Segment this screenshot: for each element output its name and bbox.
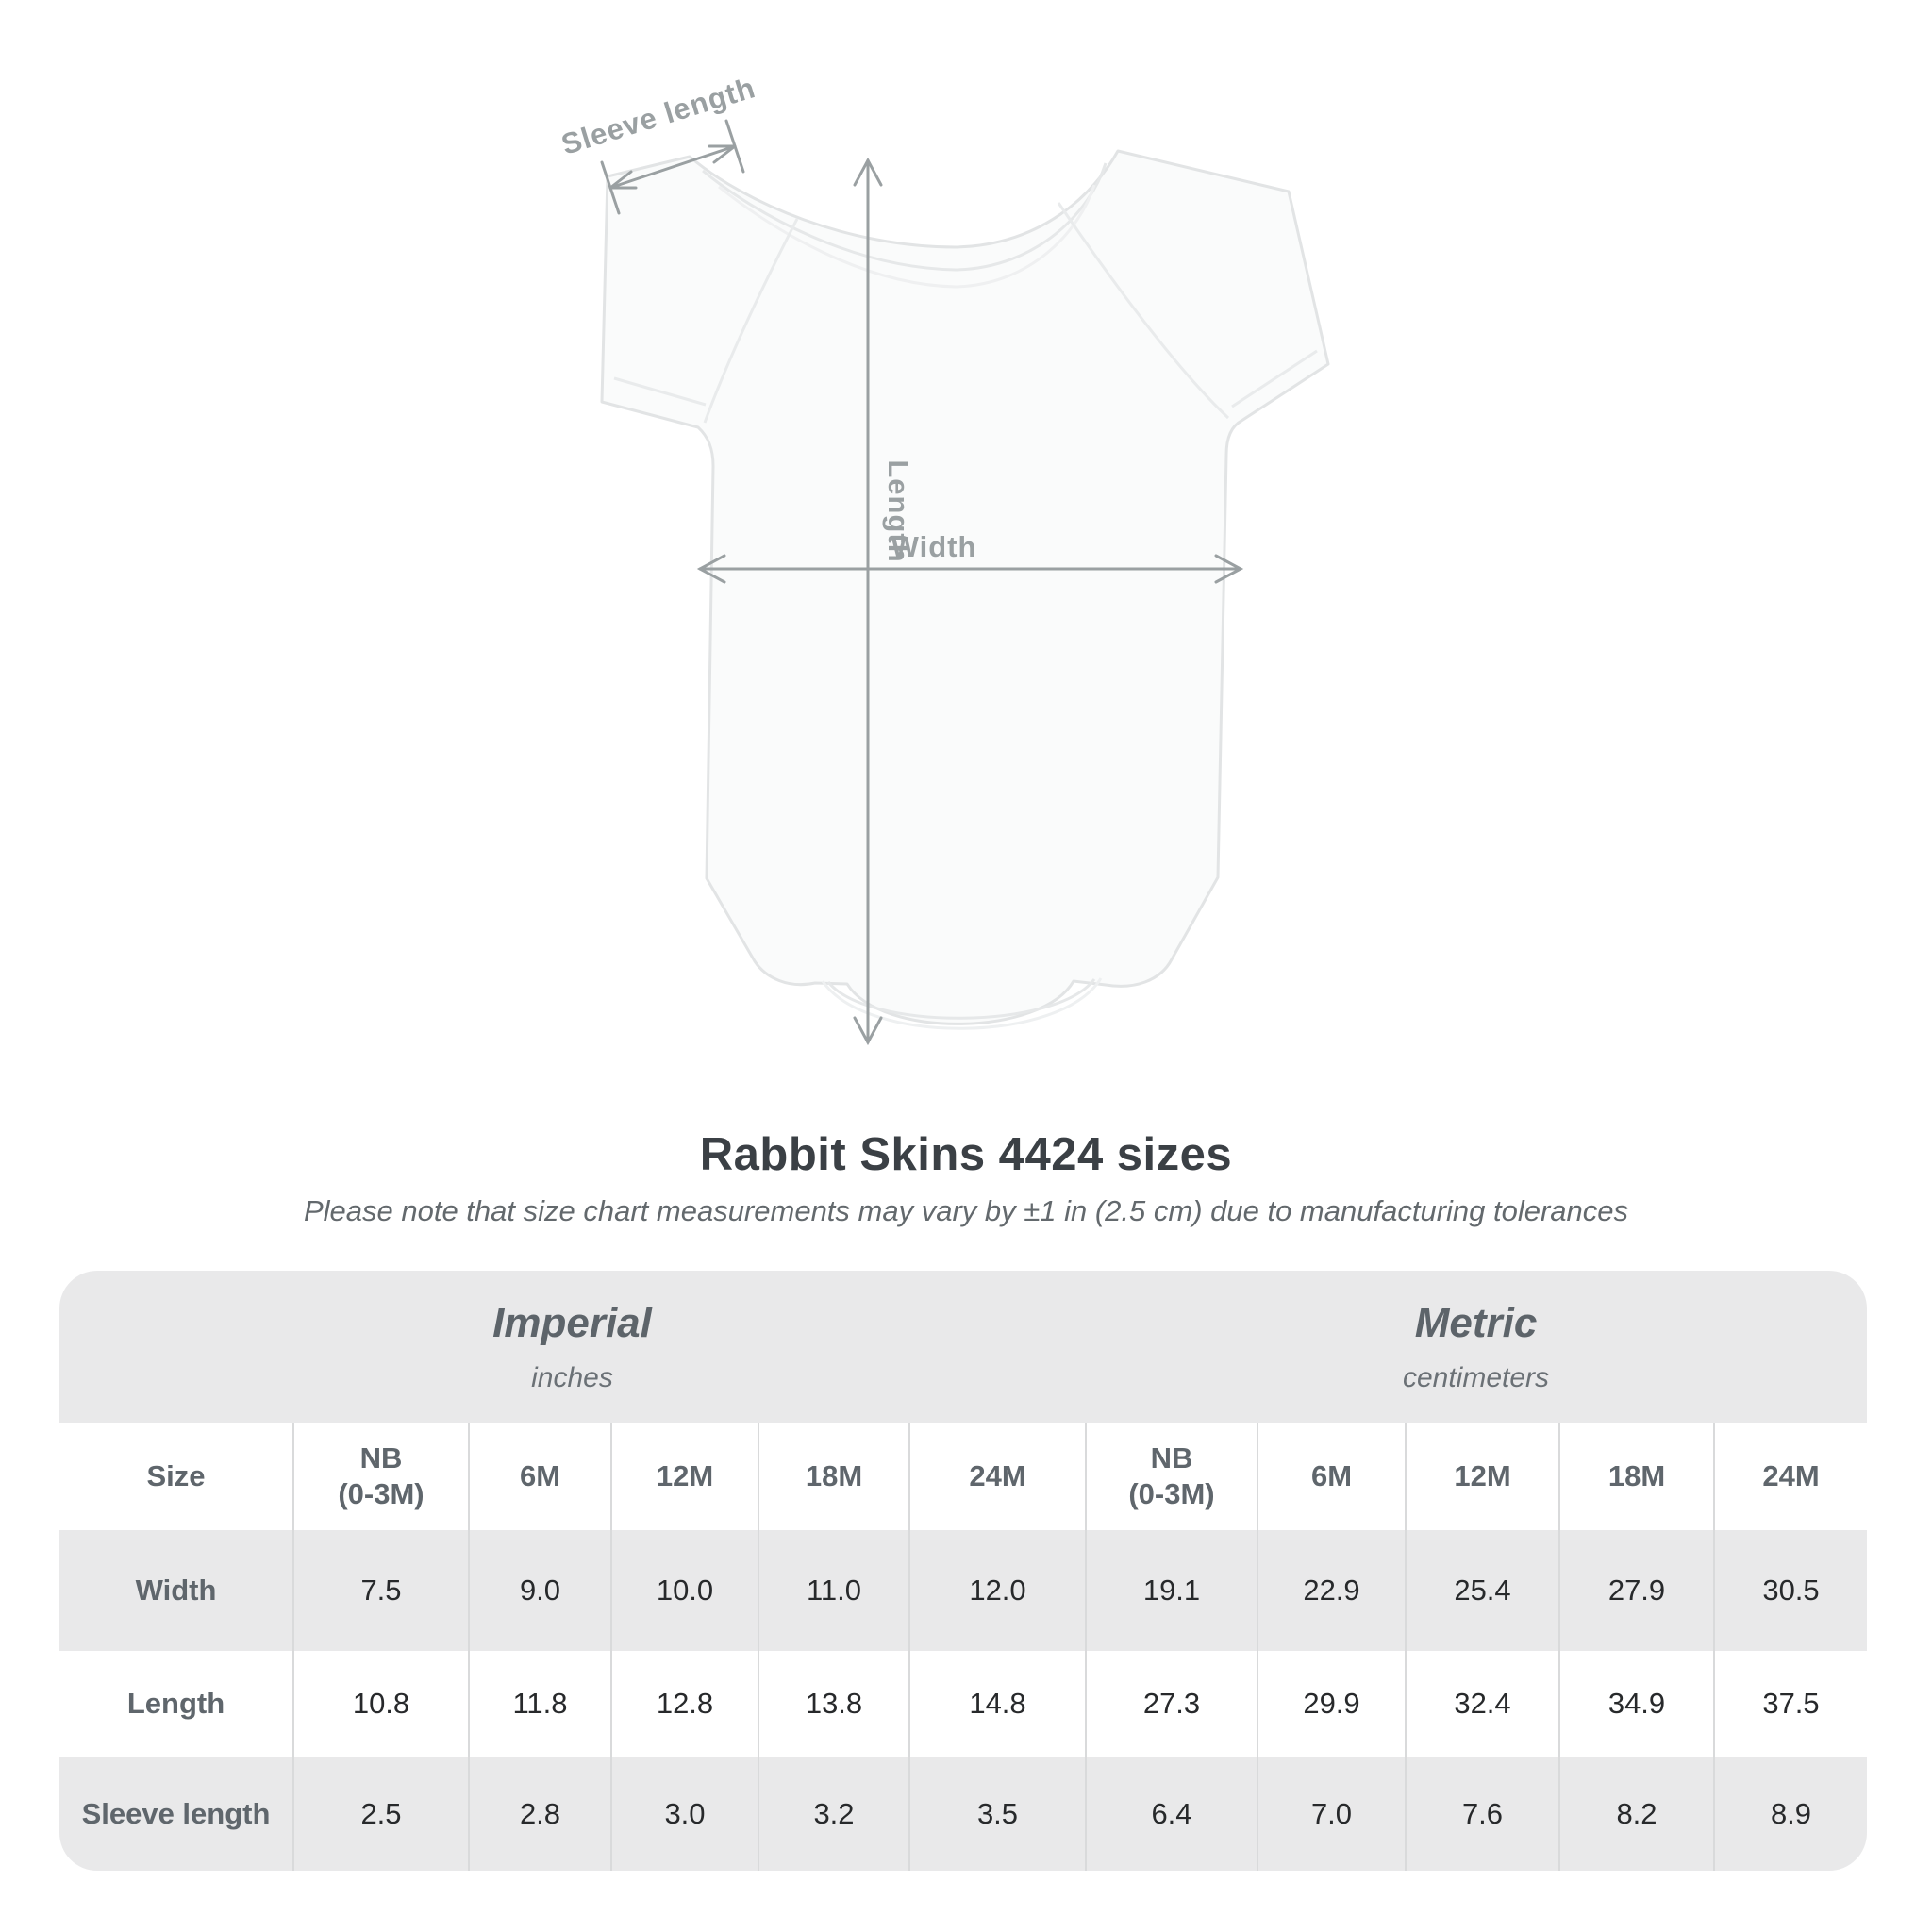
data-cell: 10.8 bbox=[292, 1651, 468, 1757]
length-label: Length bbox=[882, 459, 915, 563]
header-cell: NB (0-3M) bbox=[292, 1423, 468, 1530]
row-label-sleeve-length: Sleeve length bbox=[59, 1757, 292, 1871]
data-cell: 11.8 bbox=[468, 1651, 610, 1757]
data-cell: 6.4 bbox=[1085, 1757, 1257, 1871]
data-cell: 8.9 bbox=[1713, 1757, 1867, 1871]
data-cell: 12.8 bbox=[610, 1651, 758, 1757]
sleeve-length-label: Sleeve length bbox=[558, 71, 759, 161]
data-cell: 8.2 bbox=[1558, 1757, 1713, 1871]
imperial-label: Imperial bbox=[492, 1299, 652, 1346]
metric-section-header bbox=[1085, 1271, 1867, 1423]
data-cell: 3.0 bbox=[610, 1757, 758, 1871]
header-cell: 24M bbox=[908, 1423, 1085, 1530]
metric-label: Metric bbox=[1414, 1299, 1538, 1346]
data-cell: 11.0 bbox=[758, 1530, 908, 1651]
header-cell: 18M bbox=[758, 1423, 908, 1530]
data-cell: 34.9 bbox=[1558, 1651, 1713, 1757]
tolerance-note: Please note that size chart measurements may vary by ±1 in (2.5 cm) due to manufacturing tolerances bbox=[303, 1194, 1629, 1227]
data-cell: 30.5 bbox=[1713, 1530, 1867, 1651]
imperial-section-header bbox=[59, 1271, 1085, 1423]
header-cell: 12M bbox=[1405, 1423, 1558, 1530]
imperial-unit: inches bbox=[531, 1361, 613, 1393]
data-cell: 12.0 bbox=[908, 1530, 1085, 1651]
data-cell: 7.5 bbox=[292, 1530, 468, 1651]
data-cell: 25.4 bbox=[1405, 1530, 1558, 1651]
size-column-header: Size bbox=[59, 1423, 292, 1530]
header-cell: 6M bbox=[1257, 1423, 1405, 1530]
data-cell: 13.8 bbox=[758, 1651, 908, 1757]
header-cell: 6M bbox=[468, 1423, 610, 1530]
data-cell: 3.2 bbox=[758, 1757, 908, 1871]
header-cell: 18M bbox=[1558, 1423, 1713, 1530]
header-cell: 12M bbox=[610, 1423, 758, 1530]
data-cell: 7.0 bbox=[1257, 1757, 1405, 1871]
data-cell: 37.5 bbox=[1713, 1651, 1867, 1757]
data-cell: 10.0 bbox=[610, 1530, 758, 1651]
data-cell: 29.9 bbox=[1257, 1651, 1405, 1757]
data-cell: 7.6 bbox=[1405, 1757, 1558, 1871]
data-cell: 2.5 bbox=[292, 1757, 468, 1871]
size-table bbox=[59, 1271, 1867, 1871]
page-title: Rabbit Skins 4424 sizes bbox=[699, 1129, 1233, 1180]
data-cell: 27.3 bbox=[1085, 1651, 1257, 1757]
bodysuit-outline bbox=[602, 151, 1328, 1024]
row-label-width: Width bbox=[59, 1530, 292, 1651]
data-cell: 32.4 bbox=[1405, 1651, 1558, 1757]
data-cell: 27.9 bbox=[1558, 1530, 1713, 1651]
data-cell: 9.0 bbox=[468, 1530, 610, 1651]
data-cell: 3.5 bbox=[908, 1757, 1085, 1871]
header-cell: 24M bbox=[1713, 1423, 1867, 1530]
data-cell: 2.8 bbox=[468, 1757, 610, 1871]
data-cell: 19.1 bbox=[1085, 1530, 1257, 1651]
width-label: Width bbox=[891, 530, 977, 563]
metric-unit: centimeters bbox=[1402, 1361, 1550, 1393]
header-cell: NB (0-3M) bbox=[1085, 1423, 1257, 1530]
data-cell: 14.8 bbox=[908, 1651, 1085, 1757]
row-label-length: Length bbox=[59, 1651, 292, 1757]
data-cell: 22.9 bbox=[1257, 1530, 1405, 1651]
